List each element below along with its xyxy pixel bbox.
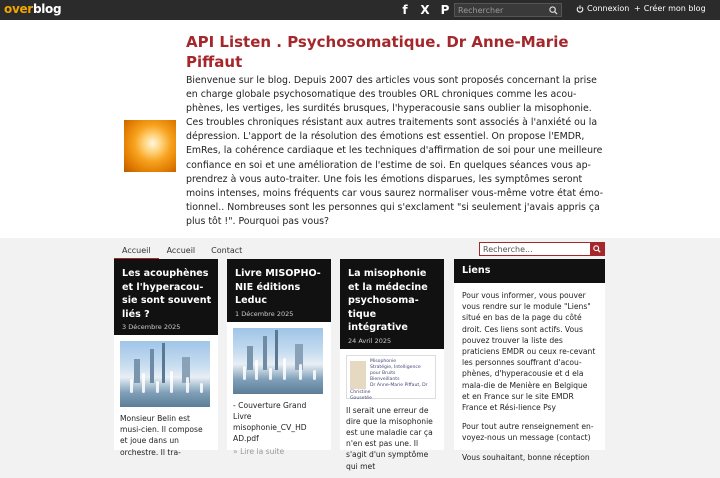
article-title[interactable]: La misophonie et la médecine psychosoma-tique intégrative [348, 268, 428, 333]
article-image-document[interactable] [346, 355, 436, 399]
article-title[interactable]: Livre MISOPHO-NIE éditions Leduc [235, 268, 321, 306]
widget-title: Liens [454, 259, 605, 283]
x-twitter-icon[interactable]: X [420, 3, 430, 17]
article-excerpt: Monsieur Belin est musi-cien. Il compose et joue dans un orchestre. Il tra- [120, 414, 203, 457]
article-card[interactable] [340, 259, 444, 471]
widget-body [454, 283, 605, 478]
article-date: 3 Décembre 2025 [122, 323, 181, 331]
article-date: 1 Décembre 2025 [235, 309, 294, 318]
nav-item-accueil-2[interactable]: Accueil [166, 246, 196, 255]
overblog-logo[interactable] [4, 2, 61, 16]
top-search [454, 3, 562, 17]
article-title[interactable]: Les acouphènes et l'hyperacou-sie sont souvent liés ? [122, 268, 212, 320]
article-card-header [340, 259, 444, 349]
article-card-header [227, 259, 331, 322]
article-card[interactable] [227, 259, 331, 457]
widget-paragraph: Pour tout autre renseignement en-voyez-nous un message (contact) [462, 422, 594, 443]
article-card[interactable] [114, 259, 218, 457]
pinterest-icon[interactable]: P [440, 3, 450, 17]
search-icon [593, 245, 601, 253]
read-more-link[interactable] [233, 447, 325, 456]
double-chevron-icon: » [233, 447, 238, 457]
article-excerpt: - Couverture Grand Livre misophonie_CV_HD AD.pdf [233, 400, 307, 444]
blog-search-button[interactable] [590, 243, 604, 255]
connexion-link[interactable] [576, 4, 629, 13]
main-nav [114, 244, 250, 260]
article-excerpt: Il serait une erreur de dire que la misophonie est une maladie car ça n'en est pas une. Il s'agit d'un symptôme qui met [346, 405, 433, 471]
nav-item-contact[interactable]: Contact [211, 246, 243, 255]
search-icon[interactable] [547, 4, 559, 16]
doc-line: Misophonie [370, 358, 397, 364]
article-date: 24 Avril 2025 [348, 336, 392, 345]
blog-avatar[interactable] [124, 120, 176, 172]
power-icon [576, 5, 584, 13]
create-blog-link[interactable] [634, 4, 706, 13]
top-search-input[interactable] [455, 6, 547, 15]
article-image-fountain[interactable] [120, 341, 210, 407]
book-cover-thumbnail [350, 361, 366, 389]
doc-line: Gousetée [350, 395, 372, 401]
logo-part-blog: blog [32, 2, 62, 16]
doc-line: Dr Anne-Marie Piffaut, Dr Christine [350, 383, 428, 395]
blog-description: Bienvenue sur le blog. Depuis 2007 des articles vous sont proposés concernant la prise en charge globale psychosomatique des troubles ORL chroniques comme les acou-phènes, les vertiges, les surdités brusques, l'hyperacousie sans oublier la misophonie. Ces troubles chroniques résistant aux autres traitements sont associés à l'anxiété ou la dépression. L'apport de la résolution des émotions est essentiel. On propose l'EMDR, EmRes, la cohérence cardiaque et les techniques d'affirmation de soi pour une meilleure confiance en soi et une amélioration de l'estime de soi. En quelques séances vous ap-prendrez à vous auto-traiter. Une fois les émotions disparues, les symptômes seront moins intenses, moins fréquents car vous saurez normaliser vous-même votre état émo-tionnel.. Nombreuses sont les personnes qui s'exclament "si seulement j'avais appris ça plus tôt !". Pourquoi pas vous? [186, 75, 604, 227]
read-more-label: Lire la suite [240, 447, 285, 457]
article-card-header [114, 259, 218, 335]
doc-line: Stratégie, Intelligence pour Bruits [370, 364, 421, 376]
blog-search-input[interactable] [480, 243, 590, 255]
article-image-fountain[interactable] [233, 328, 323, 394]
plus-icon: + [634, 4, 641, 13]
widget-paragraph: Vous souhaitant, bonne réception [462, 452, 590, 462]
blog-header [0, 20, 720, 255]
widget-paragraph: Pour vous informer, vous pouver vous rendre sur le module "Liens" situé en bas de la page du côté droit. Ces liens sont actifs. Vous pouvez trouver la liste des praticiens EMDR ou ceux re-cevant les personnes souffrant d'acou-phènes, d'hyperacousie et d ela mala-die de Menière en Belgique et en France sur le site EMDR France et Rési-lience Psy [462, 291, 596, 413]
doc-line: Bienveillants [370, 377, 400, 383]
create-blog-label: Créer mon blog [643, 4, 706, 13]
blog-search [479, 242, 605, 256]
logo-part-over: over [4, 2, 33, 16]
facebook-icon[interactable]: f [402, 3, 408, 17]
nav-item-accueil[interactable]: Accueil [114, 244, 159, 260]
blog-title[interactable]: API Listen . Psychosomatique. Dr Anne-Marie Piffaut [186, 33, 569, 71]
social-links [398, 2, 452, 18]
links-widget [454, 259, 605, 462]
top-bar [0, 0, 720, 20]
connexion-label: Connexion [587, 4, 630, 13]
